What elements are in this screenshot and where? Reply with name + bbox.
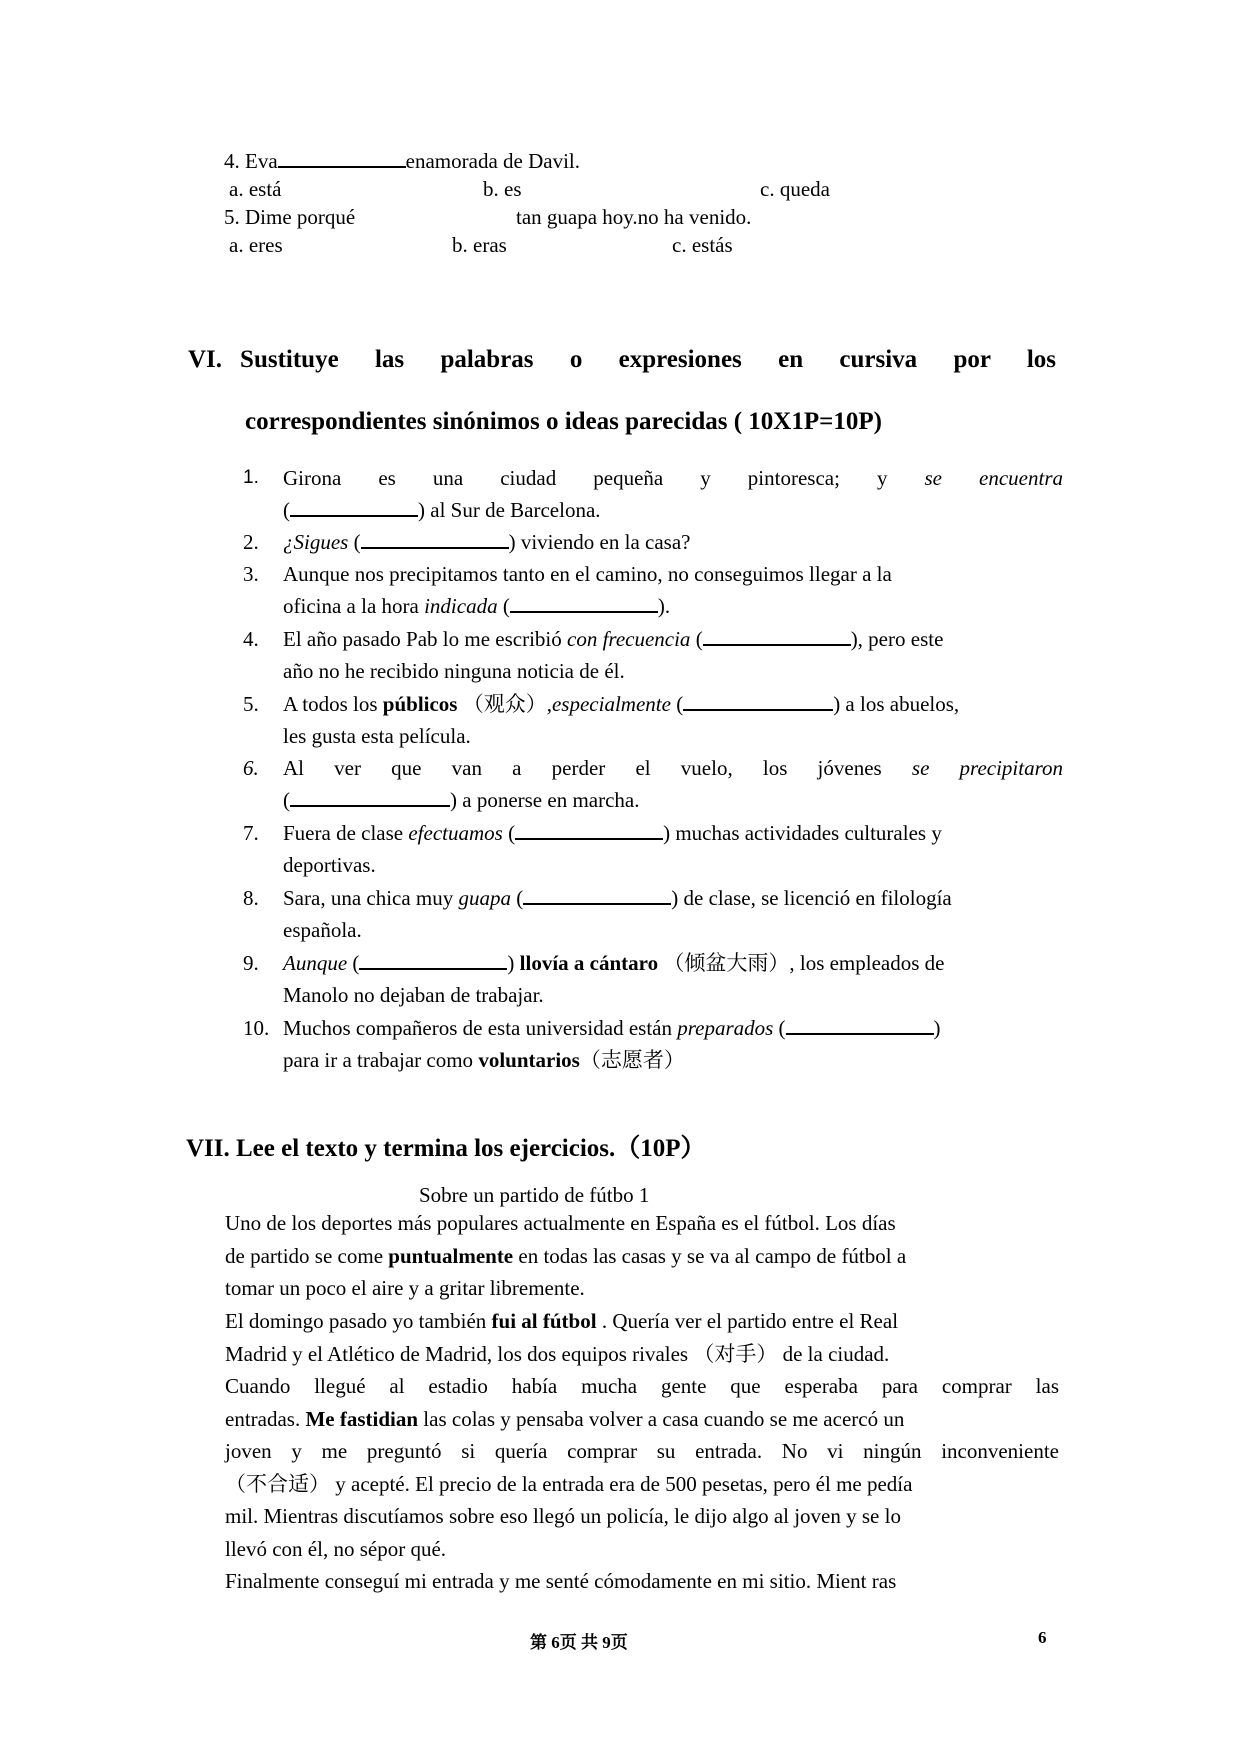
- item-number: 4.: [243, 627, 259, 651]
- answer-blank[interactable]: [290, 787, 450, 807]
- item-number: 5.: [243, 692, 259, 716]
- answer-blank[interactable]: [683, 691, 833, 711]
- reading-paragraph-1: Uno de los deportes más populares actualmente en España es el fútbol. Los días de partido se come puntualmente en todas las casas y se va al campo de fútbol a tomar un poco el aire y a gritar libremente.: [225, 1211, 907, 1300]
- exercise-item-5: 5. A todos los públicos （观众）,especialmente ( ) a los abuelos, les gusta esta película.: [243, 688, 1063, 752]
- page-footer-center: 第 6页 共 9页: [530, 1633, 628, 1652]
- section-numeral: VI.: [188, 346, 223, 373]
- question-5: [224, 203, 355, 231]
- reading-paragraph-2: El domingo pasado yo también fui al fútbol . Quería ver el partido entre el Real Madrid y el Atlético de Madrid, los dos equipos rivales （对手） de la ciudad. Cuando llegué al estadio había mucha gente que esperaba para comprar las entradas. Me fastidian las colas y pensaba volver a casa cuando se me acercó un joven y me preguntó si quería comprar su entrada. No vi ningún inconveniente （不合适） y acepté. El precio de la entrada era de 500 pesetas, pero él me pedía mil. Mientras discutíamos sobre eso llegó un policía, le dijo algo al joven y se lo llevó con él, no sépor qué.: [225, 1309, 1059, 1561]
- option-a[interactable]: a. eres: [229, 233, 283, 257]
- exercise-item-1: [243, 462, 1063, 526]
- answer-blank[interactable]: [786, 1015, 934, 1035]
- question-text: Dime porqué: [245, 205, 356, 229]
- item-number: 10.: [243, 1016, 270, 1040]
- item-number: 8.: [243, 886, 259, 910]
- question-number: 4.: [224, 149, 240, 173]
- option-c[interactable]: c. estás: [672, 233, 733, 257]
- answer-blank[interactable]: [703, 626, 851, 646]
- reading-paragraph-3: Finalmente conseguí mi entrada y me senté cómodamente en mi sitio. Mient ras: [225, 1569, 897, 1593]
- section-title: Sustituye las palabras o expresiones en cursiva por los: [240, 346, 1056, 373]
- exercise-item-9: 9. Aunque ( ) llovía a cántaro （倾盆大雨）, los empleados de Manolo no dejaban de trabajar.: [243, 947, 1063, 1011]
- option-a[interactable]: a. está: [229, 177, 282, 201]
- item-text: ( ) al Sur de Barcelona.: [283, 498, 601, 522]
- item-number: 6.: [243, 756, 259, 780]
- reading-title: Sobre un partido de fútbo 1: [419, 1183, 650, 1207]
- answer-blank[interactable]: [510, 593, 658, 613]
- answer-blank[interactable]: [361, 529, 509, 549]
- question-4: [224, 147, 580, 175]
- answer-blank[interactable]: [359, 950, 507, 970]
- question-number: 5.: [224, 205, 240, 229]
- exercise-item-6: 6. Al ver que van a perder el vuelo, los jóvenes se precipitaron ( ) a ponerse en marcha.: [243, 752, 1063, 816]
- exercise-item-2: 2. ¿Sigues ( ) viviendo en la casa?: [243, 526, 1063, 558]
- option-c[interactable]: c. queda: [760, 177, 830, 201]
- answer-blank[interactable]: [515, 820, 663, 840]
- answer-blank[interactable]: [290, 497, 418, 517]
- exercise-item-10: 10. Muchos compañeros de esta universidad están preparados ( ) para ir a trabajar como voluntarios（志愿者）: [243, 1012, 1063, 1076]
- exercise-item-4: 4. El año pasado Pab lo me escribió con frecuencia ( ), pero este año no he recibido ninguna noticia de él.: [243, 623, 1063, 687]
- question-text: Eva: [245, 149, 278, 173]
- section-vii-heading: VII. Lee el texto y termina los ejercicios.（10P）: [186, 1135, 706, 1162]
- item-text: Girona es una ciudad pequeña y pintoresca; y se encuentra: [283, 466, 1063, 490]
- exercise-item-7: 7. Fuera de clase efectuamos ( ) muchas actividades culturales y deportivas.: [243, 817, 1063, 881]
- item-number: 3.: [243, 562, 259, 586]
- item-number: 7.: [243, 821, 259, 845]
- item-number: 9.: [243, 951, 259, 975]
- exercise-item-8: 8. Sara, una chica muy guapa ( ) de clase, se licenció en filología española.: [243, 882, 1063, 946]
- section-vi-heading-line1: [188, 346, 1056, 374]
- answer-blank[interactable]: [278, 148, 406, 168]
- exercise-item-3: 3. Aunque nos precipitamos tanto en el camino, no conseguimos llegar a la oficina a la hora indicada ( ).: [243, 558, 1063, 622]
- page-number: 6: [1038, 1628, 1047, 1647]
- option-b[interactable]: b. eras: [452, 233, 507, 257]
- item-number: 2.: [243, 530, 259, 554]
- question-text: tan guapa hoy.no ha venido.: [516, 205, 752, 229]
- question-text: enamorada de Davil.: [405, 149, 580, 173]
- option-b[interactable]: b. es: [483, 177, 522, 201]
- section-vi-heading-line2: correspondientes sinónimos o ideas parecidas ( 10X1P=10P): [245, 408, 882, 435]
- item-number: 1.: [243, 467, 259, 488]
- answer-blank[interactable]: [523, 885, 671, 905]
